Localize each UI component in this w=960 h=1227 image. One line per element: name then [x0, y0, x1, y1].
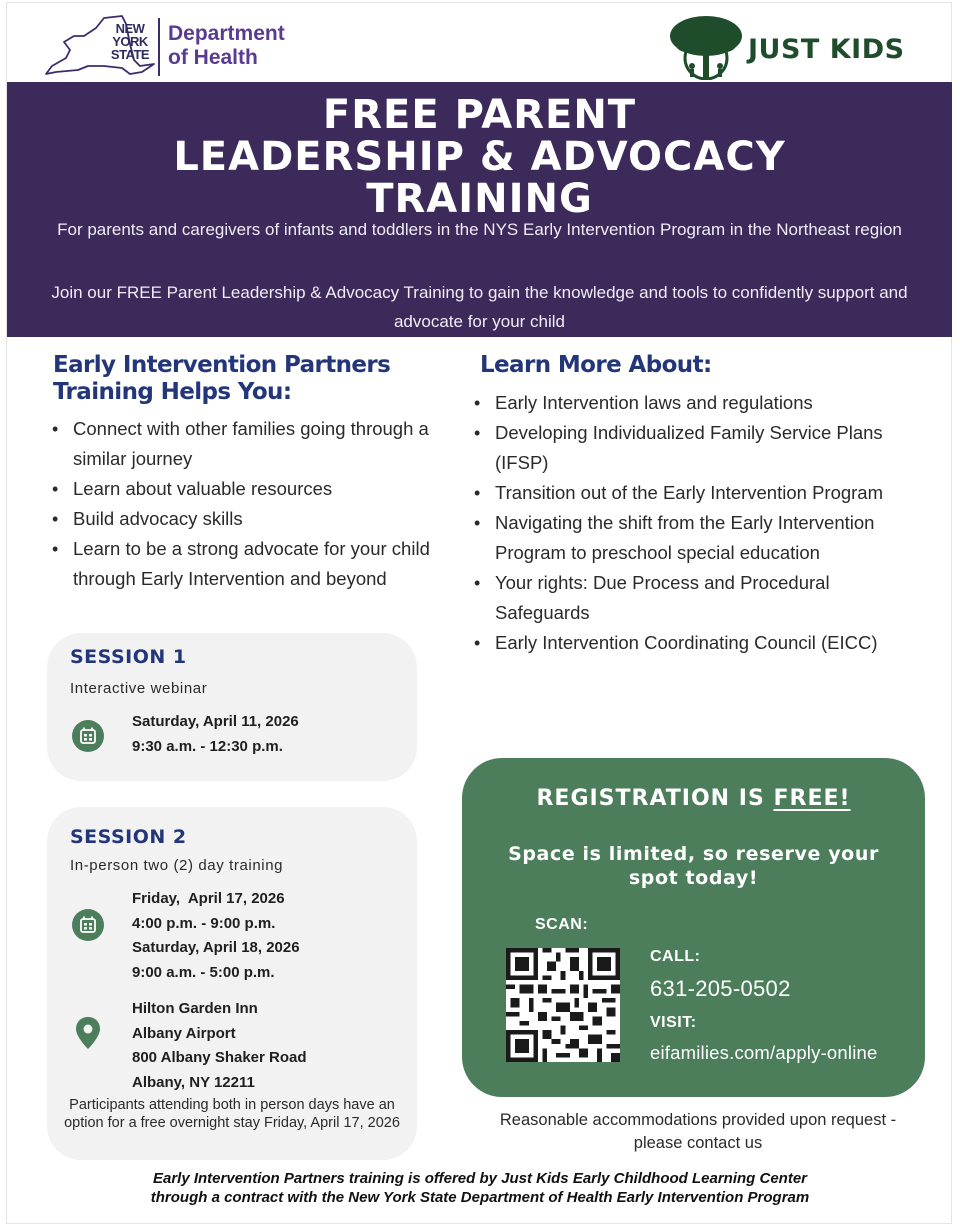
hero-banner: [7, 82, 952, 337]
registration-link[interactable]: eifamilies.com/apply-online: [650, 1042, 878, 1063]
session-2-schedule: [132, 887, 300, 985]
banner-title-line-3: TRAINING: [366, 176, 593, 222]
banner-subtitle: For parents and caregivers of infants and toddlers in the NYS Early Intervention Program in the Northeast region: [57, 220, 902, 239]
session-2-card: [47, 807, 417, 1160]
session-1-schedule: [132, 710, 299, 759]
tree-icon: [668, 14, 744, 80]
just-kids-logo: [668, 14, 930, 80]
venue-line-3: 800 Albany Shaker Road: [132, 1049, 307, 1066]
footer-line-2: through a contract with the New York State Department of Health Early Intervention Program: [150, 1189, 810, 1206]
list-item: • Early Intervention laws and regulations: [474, 388, 914, 418]
nys-line-new: NEW: [115, 21, 145, 36]
nys-doh-logo: [44, 14, 304, 80]
registration-box: [462, 758, 925, 1097]
banner-join-text: Join our FREE Parent Leadership & Advocacy Training to gain the knowledge and tools to confidently support and advocate for your child: [51, 283, 908, 331]
session-1-card: [47, 633, 417, 781]
registration-title-prefix: REGISTRATION IS: [536, 786, 765, 811]
session-2-venue: [132, 997, 307, 1095]
dept-of-health-wordmark: [168, 22, 285, 70]
venue-line-4: Albany, NY 12211: [132, 1073, 255, 1091]
calendar-icon: [72, 720, 104, 752]
venue-line-2: Albany Airport: [132, 1024, 236, 1042]
nys-line-state: STATE: [110, 47, 150, 62]
list-item: • Connect with other families going through a similar journey: [52, 414, 442, 474]
list-item: • Your rights: Due Process and Procedural Safeguards: [474, 568, 914, 628]
scan-label: SCAN:: [535, 916, 589, 933]
phone-number[interactable]: 631-205-0502: [650, 976, 791, 1001]
dept-line-1: Department: [168, 22, 285, 45]
session-1-time: 9:30 a.m. - 12:30 p.m.: [132, 737, 283, 755]
list-item: • Transition out of the Early Intervention Program: [474, 478, 914, 508]
list-item: • Learn about valuable resources: [52, 474, 442, 504]
logo-divider: [158, 18, 160, 76]
footer-note: [20, 1169, 940, 1207]
nys-line-york: YORK: [112, 34, 148, 49]
calendar-icon: [72, 909, 104, 941]
session-2-title: SESSION 2: [70, 826, 187, 848]
list-item: • Learn to be a strong advocate for your child through Early Intervention and beyond: [52, 534, 442, 594]
visit-label: VISIT:: [650, 1014, 697, 1031]
list-item: • Developing Individualized Family Service Plans (IFSP): [474, 418, 914, 478]
list-item: • Early Intervention Coordinating Council (EICC): [474, 628, 914, 658]
list-item: • Navigating the shift from the Early Intervention Program to preschool special education: [474, 508, 914, 568]
session-2-day1-time: 4:00 p.m. - 9:00 p.m.: [132, 914, 276, 932]
session-2-day2-time: 9:00 a.m. - 5:00 p.m.: [132, 963, 275, 981]
call-label: CALL:: [650, 948, 701, 965]
topics-list: [474, 388, 914, 658]
space-limited-text: Space is limited, so reserve your spot today!: [508, 843, 879, 889]
footer-line-1: Early Intervention Partners training is offered by Just Kids Early Childhood Learning Center: [152, 1170, 808, 1187]
learn-more-heading: Learn More About:: [480, 352, 712, 378]
banner-title: [7, 94, 952, 220]
accommodations-note: Reasonable accommodations provided upon request - please contact us: [499, 1111, 897, 1152]
venue-line-1: Hilton Garden Inn: [132, 1000, 258, 1017]
banner-title-line-2: LEADERSHIP & ADVOCACY: [173, 134, 786, 180]
list-item: • Build advocacy skills: [52, 504, 442, 534]
location-pin-icon: [75, 1016, 101, 1050]
session-2-type: In-person two (2) day training: [70, 857, 284, 874]
qr-code[interactable]: [506, 948, 620, 1062]
session-2-day2-date: Saturday, April 18, 2026: [132, 939, 300, 956]
just-kids-wordmark: JUST KIDS: [748, 34, 905, 65]
benefits-heading: Early Intervention Partners Training Helps You:: [53, 352, 391, 405]
session-1-date: Saturday, April 11, 2026: [132, 713, 299, 730]
registration-title: [462, 786, 925, 811]
benefits-list: [52, 414, 442, 594]
session-1-title: SESSION 1: [70, 646, 187, 668]
overnight-note: Participants attending both in person days have an option for a free overnight stay Friday, April 17, 2026: [64, 1097, 400, 1131]
banner-title-line-1: FREE PARENT: [322, 92, 637, 138]
session-1-type: Interactive webinar: [70, 680, 208, 697]
registration-free: FREE!: [773, 786, 851, 811]
dept-line-2: of Health: [168, 46, 258, 69]
session-2-day1-date: Friday, April 17, 2026: [132, 890, 285, 907]
nys-wordmark: [104, 22, 156, 61]
